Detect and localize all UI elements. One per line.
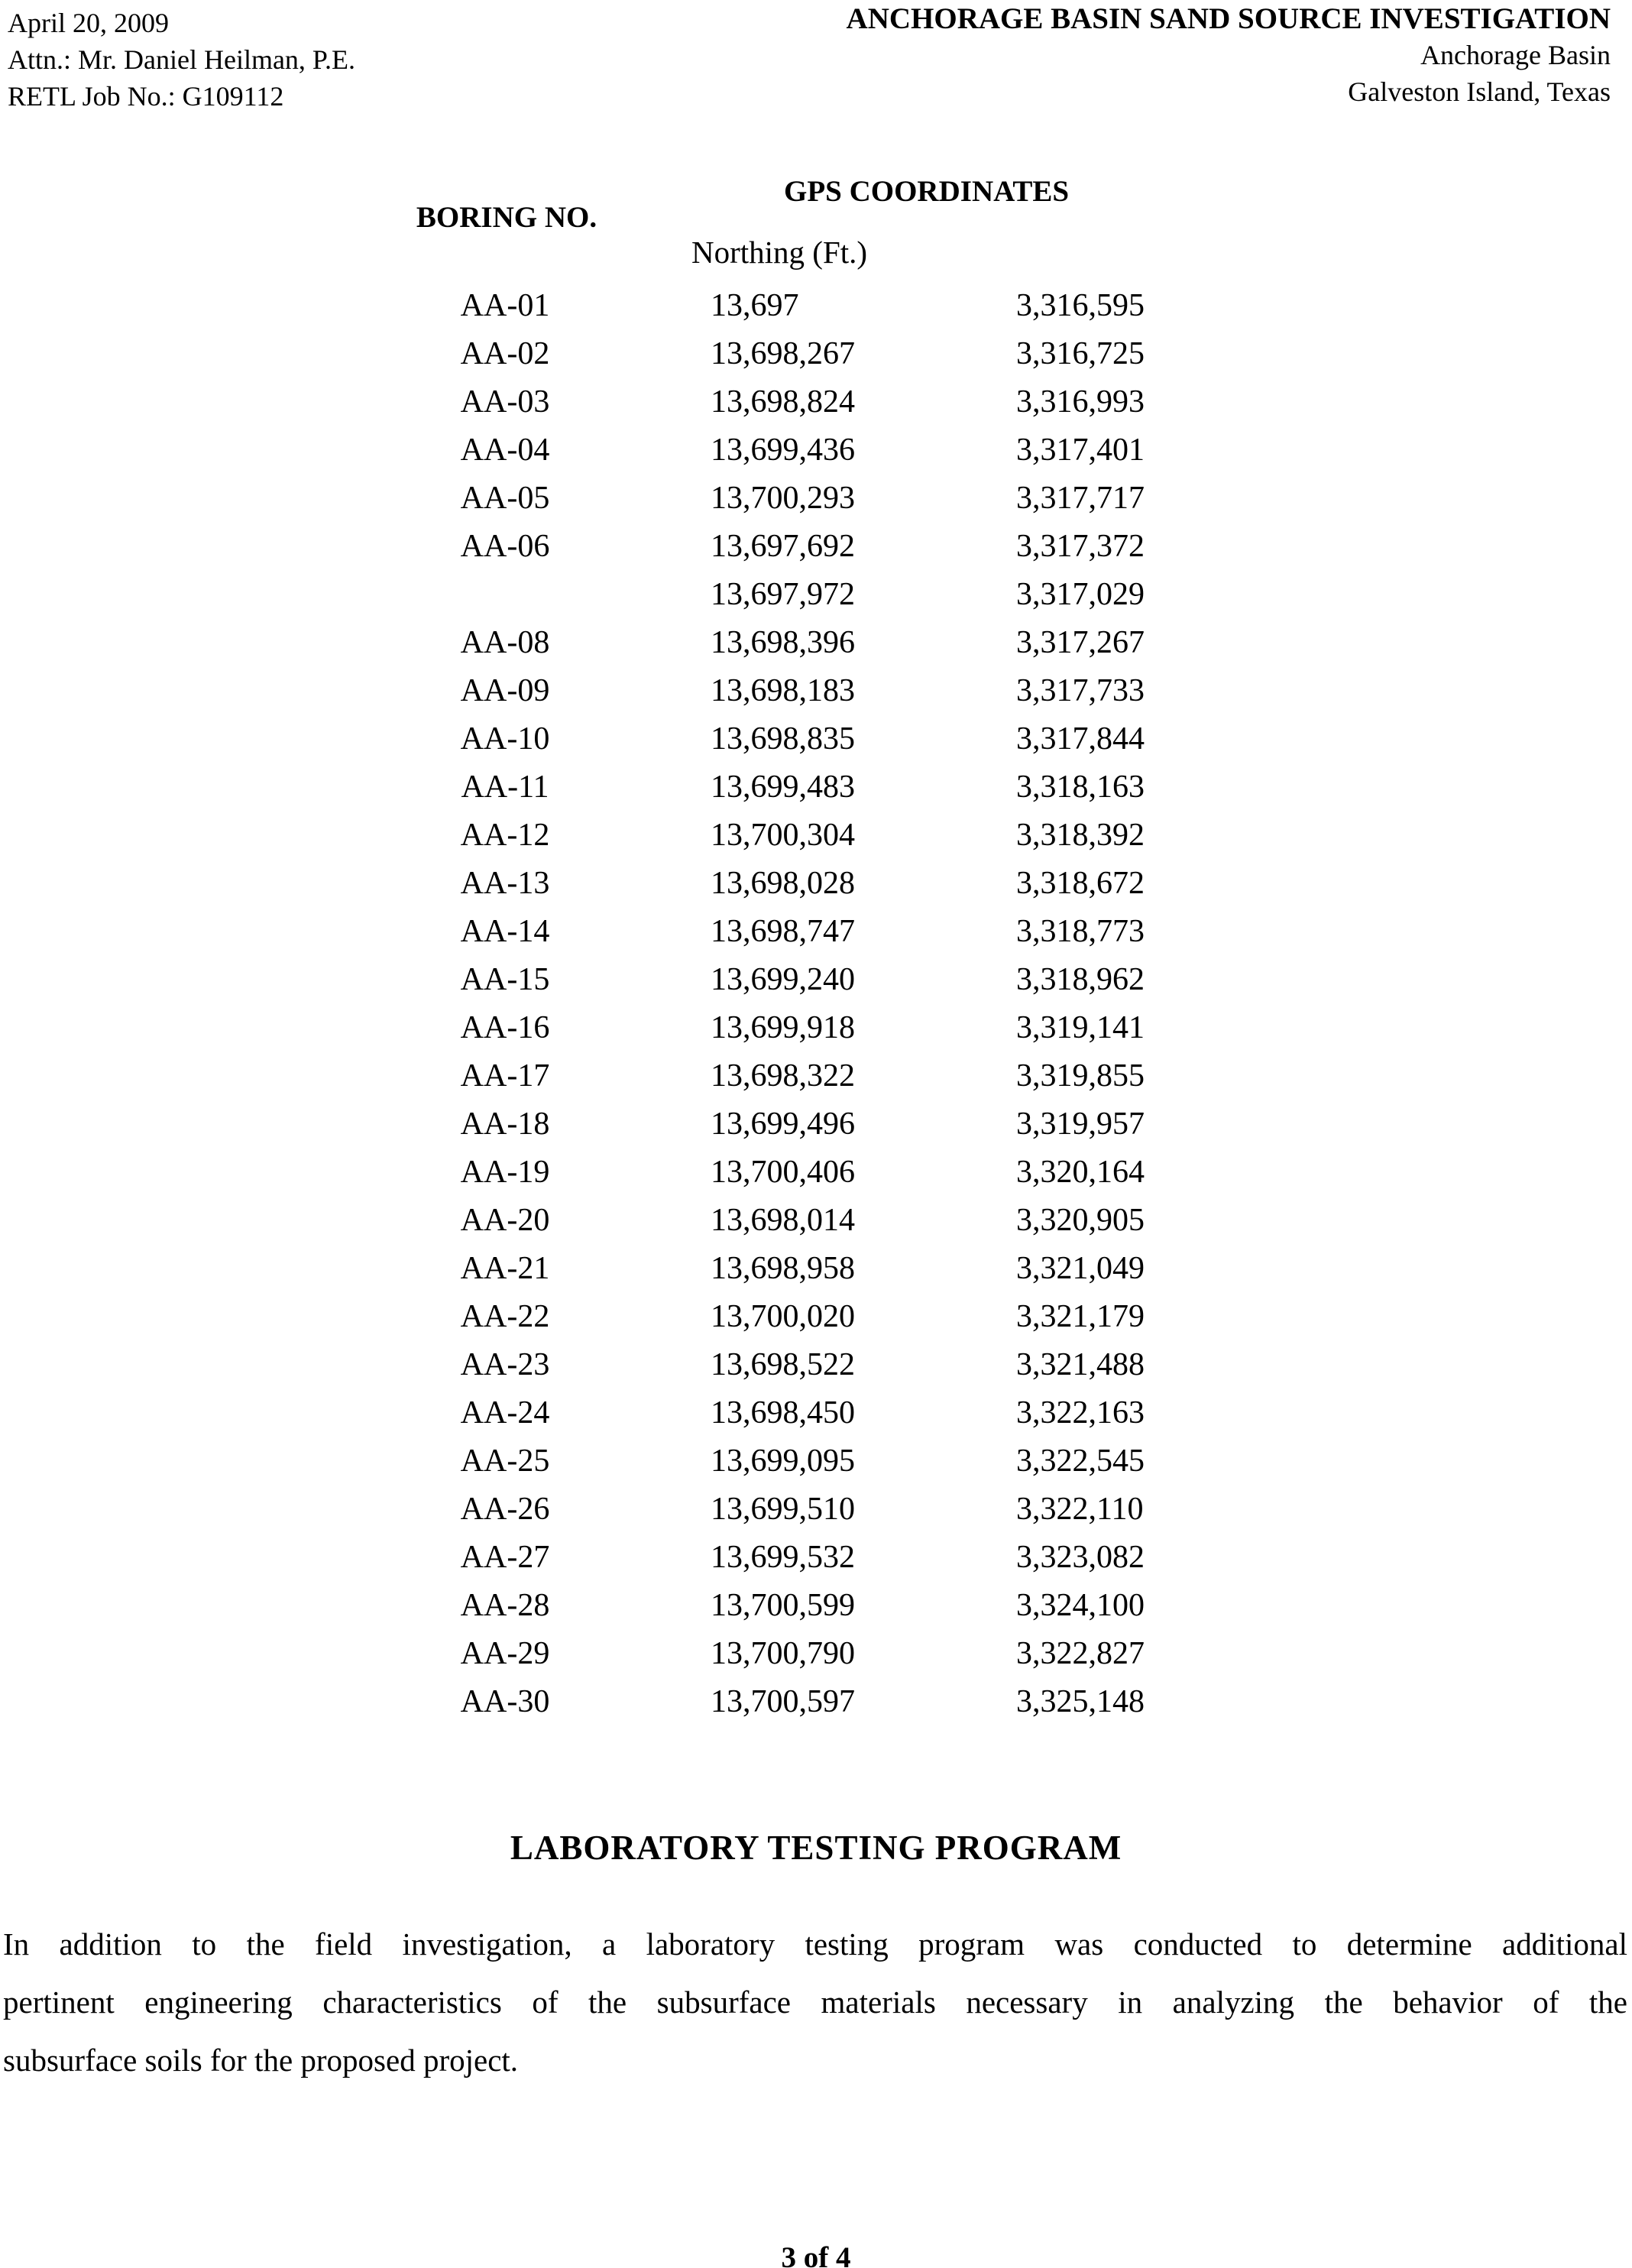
northing-cell: 13,699,483 <box>711 769 855 805</box>
easting-cell: 3,317,372 <box>1016 528 1145 564</box>
table-row <box>405 1388 1232 1437</box>
boring-no-cell: AA-03 <box>460 384 550 420</box>
boring-no-cell: AA-25 <box>460 1443 550 1479</box>
letter-date: April 20, 2009 <box>8 8 169 38</box>
boring-no-cell: AA-08 <box>460 624 550 660</box>
table-row <box>405 618 1232 666</box>
table-row <box>405 1581 1232 1629</box>
paragraph-line: subsurface soils for the proposed project. <box>3 2043 519 2078</box>
table-row <box>405 955 1232 1003</box>
table-row <box>405 1485 1232 1533</box>
easting-cell: 3,321,488 <box>1016 1346 1145 1382</box>
table-row <box>405 1533 1232 1581</box>
boring-no-cell: AA-05 <box>460 480 550 516</box>
northing-cell: 13,699,510 <box>711 1491 855 1527</box>
boring-no-cell: AA-23 <box>460 1346 550 1382</box>
northing-cell: 13,699,240 <box>711 961 855 997</box>
table-row <box>405 1677 1232 1725</box>
body-paragraph <box>3 1915 1627 2089</box>
easting-cell: 3,318,163 <box>1016 769 1145 805</box>
boring-no-cell: AA-24 <box>460 1395 550 1430</box>
table-row <box>405 763 1232 811</box>
boring-no-cell: AA-19 <box>460 1154 550 1190</box>
report-subtitle-basin: Anchorage Basin <box>1420 40 1611 70</box>
northing-cell: 13,697,972 <box>711 576 855 612</box>
table-row <box>405 570 1232 618</box>
boring-no-column-header: BORING NO. <box>416 201 597 234</box>
easting-cell: 3,317,267 <box>1016 624 1145 660</box>
easting-cell: 3,318,962 <box>1016 961 1145 997</box>
northing-cell: 13,697,692 <box>711 528 855 564</box>
easting-cell: 3,320,905 <box>1016 1202 1145 1238</box>
northing-cell: 13,700,597 <box>711 1683 855 1719</box>
easting-cell: 3,320,164 <box>1016 1154 1145 1190</box>
easting-cell: 3,316,993 <box>1016 384 1145 420</box>
boring-no-cell: AA-26 <box>460 1491 550 1527</box>
easting-cell: 3,317,401 <box>1016 432 1145 468</box>
boring-no-cell: AA-30 <box>460 1683 550 1719</box>
boring-no-cell: AA-14 <box>460 913 550 949</box>
table-row <box>405 426 1232 474</box>
easting-cell: 3,319,855 <box>1016 1058 1145 1094</box>
northing-cell: 13,699,532 <box>711 1539 855 1575</box>
boring-no-cell: AA-18 <box>460 1106 550 1142</box>
boring-no-cell: AA-27 <box>460 1539 550 1575</box>
table-row <box>405 859 1232 907</box>
easting-cell: 3,322,827 <box>1016 1635 1145 1671</box>
boring-no-cell: AA-11 <box>461 769 549 805</box>
boring-no-cell: AA-13 <box>460 865 550 901</box>
easting-cell: 3,321,049 <box>1016 1250 1145 1286</box>
northing-cell: 13,697 <box>711 287 799 323</box>
section-heading: LABORATORY TESTING PROGRAM <box>510 1829 1122 1867</box>
easting-cell: 3,324,100 <box>1016 1587 1145 1623</box>
gps-coordinates-header: GPS COORDINATES <box>784 175 1070 208</box>
northing-cell: 13,700,790 <box>711 1635 855 1671</box>
northing-cell: 13,700,293 <box>711 480 855 516</box>
letter-job-number: RETL Job No.: G109112 <box>8 81 284 112</box>
northing-cell: 13,698,824 <box>711 384 855 420</box>
boring-no-cell: AA-09 <box>460 672 550 708</box>
northing-cell: 13,699,918 <box>711 1009 855 1045</box>
boring-no-cell: AA-22 <box>460 1298 550 1334</box>
boring-no-cell: AA-17 <box>460 1058 550 1094</box>
northing-cell: 13,698,267 <box>711 335 855 371</box>
table-row <box>405 377 1232 426</box>
easting-cell: 3,321,179 <box>1016 1298 1145 1334</box>
boring-no-cell: AA-21 <box>460 1250 550 1286</box>
table-row <box>405 1196 1232 1244</box>
northing-cell: 13,698,747 <box>711 913 855 949</box>
easting-cell: 3,317,717 <box>1016 480 1145 516</box>
page-number: 3 of 4 <box>781 2241 851 2268</box>
boring-no-cell: AA-29 <box>460 1635 550 1671</box>
letterhead-right <box>847 2 1611 110</box>
easting-cell: 3,317,029 <box>1016 576 1145 612</box>
letter-attn: Attn.: Mr. Daniel Heilman, P.E. <box>8 44 355 75</box>
easting-cell: 3,322,545 <box>1016 1443 1145 1479</box>
northing-cell: 13,698,322 <box>711 1058 855 1094</box>
boring-no-cell: AA-04 <box>460 432 550 468</box>
boring-no-cell: AA-15 <box>460 961 550 997</box>
easting-cell: 3,319,957 <box>1016 1106 1145 1142</box>
letterhead-left <box>8 5 355 115</box>
table-row <box>405 522 1232 570</box>
table-row <box>405 1292 1232 1340</box>
boring-no-cell: AA-20 <box>460 1202 550 1238</box>
table-row <box>405 1003 1232 1051</box>
northing-cell: 13,700,020 <box>711 1298 855 1334</box>
table-row <box>405 1244 1232 1292</box>
report-subtitle-location: Galveston Island, Texas <box>1348 76 1611 107</box>
northing-cell: 13,698,028 <box>711 865 855 901</box>
easting-cell: 3,318,773 <box>1016 913 1145 949</box>
boring-no-cell: AA-28 <box>460 1587 550 1623</box>
northing-cell: 13,699,095 <box>711 1443 855 1479</box>
boring-no-cell: AA-02 <box>460 335 550 371</box>
easting-cell: 3,318,672 <box>1016 865 1145 901</box>
easting-cell: 3,316,725 <box>1016 335 1145 371</box>
table-row <box>405 329 1232 377</box>
table-row <box>405 666 1232 714</box>
table-row <box>405 474 1232 522</box>
easting-cell: 3,322,163 <box>1016 1395 1145 1430</box>
boring-no-cell: AA-12 <box>460 817 550 853</box>
easting-cell: 3,317,733 <box>1016 672 1145 708</box>
report-title: ANCHORAGE BASIN SAND SOURCE INVESTIGATION <box>846 2 1611 35</box>
table-row <box>405 1340 1232 1388</box>
boring-no-cell: AA-10 <box>460 721 550 757</box>
table-row <box>405 811 1232 859</box>
easting-cell: 3,316,595 <box>1016 287 1145 323</box>
northing-cell: 13,700,599 <box>711 1587 855 1623</box>
easting-cell: 3,325,148 <box>1016 1683 1145 1719</box>
northing-cell: 13,699,496 <box>711 1106 855 1142</box>
table-row <box>405 714 1232 763</box>
table-row <box>405 1148 1232 1196</box>
table-row <box>405 1051 1232 1100</box>
table-row <box>405 1437 1232 1485</box>
table-row <box>405 907 1232 955</box>
boring-no-cell: AA-06 <box>460 528 550 564</box>
table-row <box>405 281 1232 329</box>
paragraph-line: pertinent engineering characteristics of the subsurface materials necessary in analyzing the behavior of the <box>3 1985 1627 2020</box>
northing-cell: 13,698,835 <box>711 721 855 757</box>
northing-cell: 13,698,014 <box>711 1202 855 1238</box>
northing-cell: 13,698,396 <box>711 624 855 660</box>
northing-cell: 13,700,304 <box>711 817 855 853</box>
boring-no-cell: AA-16 <box>460 1009 550 1045</box>
table-row <box>405 1629 1232 1677</box>
northing-cell: 13,699,436 <box>711 432 855 468</box>
northing-cell: 13,700,406 <box>711 1154 855 1190</box>
table-row <box>405 1100 1232 1148</box>
northing-cell: 13,698,958 <box>711 1250 855 1286</box>
easting-cell: 3,319,141 <box>1016 1009 1145 1045</box>
gps-coordinates-table <box>405 281 1232 1725</box>
easting-cell: 3,323,082 <box>1016 1539 1145 1575</box>
easting-cell: 3,317,844 <box>1016 721 1145 757</box>
northing-cell: 13,698,522 <box>711 1346 855 1382</box>
easting-cell: 3,318,392 <box>1016 817 1145 853</box>
boring-no-cell: AA-01 <box>460 287 550 323</box>
northing-column-subheader: Northing (Ft.) <box>691 235 868 270</box>
northing-cell: 13,698,450 <box>711 1395 855 1430</box>
easting-cell: 3,322,110 <box>1016 1491 1144 1527</box>
northing-cell: 13,698,183 <box>711 672 855 708</box>
paragraph-line: In addition to the field investigation, a laboratory testing program was conducted to determine additional <box>3 1926 1627 1962</box>
